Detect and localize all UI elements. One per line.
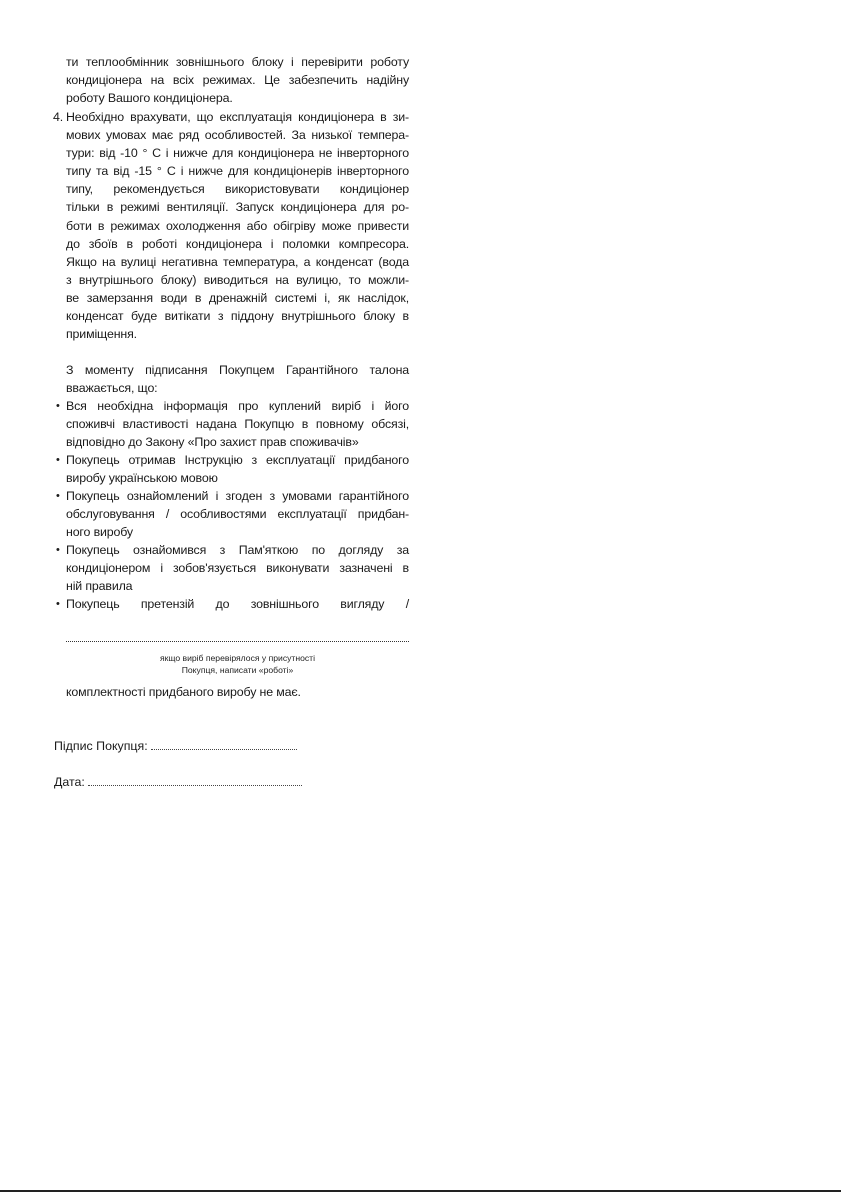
closing-paragraph [66,683,409,701]
text-line: боти в режимах охолодження або обігріву може привести [66,218,409,233]
bullet-icon: • [56,454,60,466]
date-field [54,773,302,791]
bullet-item [56,451,409,487]
text-line: обслуговування / особливостями експлуатації придбан- [66,507,409,522]
item-number: 4. [53,110,64,124]
text-line: Покупець претензій до зовнішнього вигляду / [66,597,409,611]
numbered-item-4 [53,108,409,343]
text-line: З моменту підписання Покупцем Гарантійного талона [66,363,409,377]
signature-field [54,737,297,755]
bullet-icon: • [56,598,60,610]
bullet-item [56,487,409,541]
text-line: Вся необхідна інформація про куплений виріб і його [66,399,409,413]
text-line: Необхідно врахувати, що експлуатація кондиціонера в зи- [66,110,409,124]
text-line: мових умовах має ряд особливостей. За низької темпера- [66,128,409,143]
paragraph-continuation [66,53,409,107]
text-line: роботу Вашого кондиціонера. [66,91,233,106]
field-note-line: якщо виріб перевірялося у присутності [159,653,316,663]
bullet-icon: • [56,400,60,412]
text-line: приміщення. [66,327,137,342]
bullet-icon: • [56,490,60,502]
text-line: ве замерзання води в дренажній системі і, як наслідок, [66,290,409,305]
text-line: до збоїв в роботі кондиціонера і поломки компресора. [66,236,409,251]
text-line: з внутрішнього блоку) виводиться на вулицю, то можли- [66,272,409,287]
text-line: Покупець ознайомився з Пам'яткою по догляду за [66,543,409,557]
bullet-item [56,397,409,451]
text-line: Якщо на вулиці негативна температура, а конденсат (вода [66,254,409,269]
bottom-border [0,1190,841,1192]
date-dotted-line[interactable] [88,785,302,786]
text-line: ного виробу [66,525,133,540]
bullet-item [56,595,409,613]
text-line: конденсат буде витікати з піддону внутрішнього блоку в [66,309,409,324]
text-line: тури: від -10 ° С і нижче для кондиціонера не інверторного [66,146,409,161]
text-line: типу та від -15 ° С і нижче для кондиціонерів інверторного [66,164,409,179]
field-note-line: Покупця, написати «роботі» [181,665,294,675]
text-line: тільки в режимі вентиляції. Запуск кондиціонера для ро- [66,200,409,215]
text-line: виробу українською мовою [66,471,218,486]
signature-label: Підпис Покупця: [54,739,148,753]
text-line: ти теплообмінник зовнішнього блоку і перевірити роботу [66,55,409,69]
signature-dotted-line[interactable] [151,749,297,750]
text-line: кондиціонером і зобов'язується виконувати зазначені в [66,561,409,576]
bullet-icon: • [56,544,60,556]
bullet-item [56,541,409,595]
text-line: відповідно до Закону «Про захист прав споживачів» [66,435,359,450]
fill-in-dotted-line[interactable] [66,641,409,642]
text-line: вважається, що: [66,381,158,396]
text-line: комплектності придбаного виробу не має. [66,685,301,699]
text-line: Покупець отримав Інструкцію з експлуатації придбаного [66,453,409,467]
intro-paragraph [66,361,409,397]
text-line: ній правила [66,579,133,594]
date-label: Дата: [54,775,85,789]
text-line: Покупець ознайомлений і згоден з умовами гарантійного [66,489,409,503]
text-line: споживчі властивості надана Покупцю в повному обсязі, [66,417,409,432]
text-line: кондиціонера на всіх режимах. Це забезпечить надійну [66,73,409,88]
text-line: типу, рекомендується використовувати кондиціонер [66,182,409,197]
